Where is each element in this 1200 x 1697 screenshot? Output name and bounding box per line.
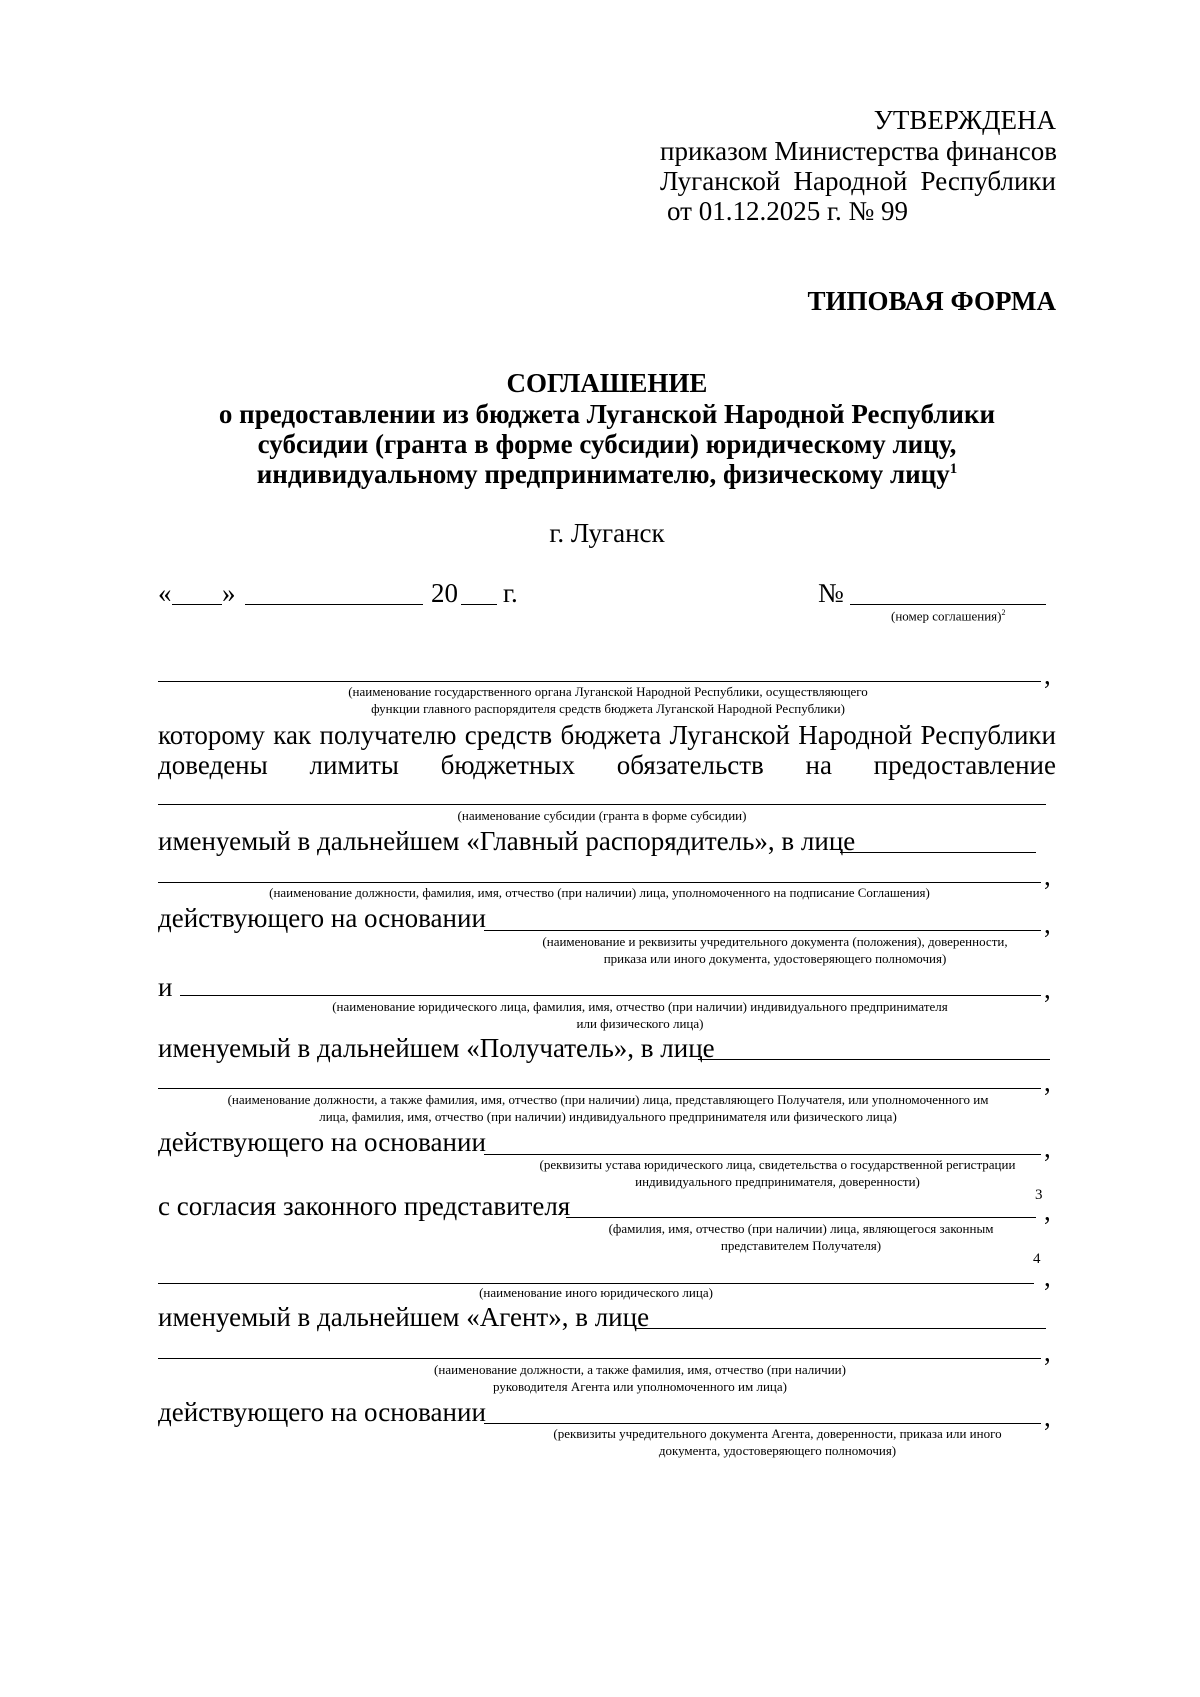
recipient-name-blank (180, 995, 1041, 996)
approval-line-2: Луганской Народной Республики (660, 166, 1056, 196)
word-6: предоставление (873, 750, 1056, 780)
date-open-quote: « (158, 578, 172, 608)
authority-blank (158, 681, 1041, 682)
acting-basis-3-caption-1: (реквизиты учредительного документа Агента, доверенности, приказа или иного (553, 1426, 1002, 1441)
comma: , (1044, 1262, 1051, 1292)
main-manager-text: именуемый в дальнейшем «Главный распорядитель», в лице (158, 826, 856, 856)
comma: , (1044, 909, 1051, 939)
consent-caption-1: (фамилия, имя, отчество (при наличии) лица, являющегося законным (608, 1221, 994, 1236)
authority-caption-2: функции главного распорядителя средств бюджета Луганской Народной Республики) (371, 701, 845, 716)
date-close-quote: » (222, 578, 236, 608)
heading-line-2: о предоставлении из бюджета Луганской Народной Республики (218, 399, 996, 429)
year-suffix: г. (503, 578, 518, 608)
recipient-rep-caption-2: лица, фамилия, имя, отчество (при наличии) индивидуального предпринимателя или физического лица) (319, 1109, 897, 1124)
recipient-rep-caption-1: (наименование должности, а также фамилия, имя, отчество (при наличии) лица, представляющего Получателя, или уполномоченного им (227, 1092, 989, 1107)
acting-basis-3-blank (484, 1423, 1041, 1424)
comma: , (1044, 1196, 1051, 1226)
agent-rep-position-blank (158, 1358, 1041, 1359)
agent-named: именуемый в дальнейшем «Агент», в лице (158, 1302, 650, 1332)
word-3: бюджетных (440, 750, 576, 780)
consent-footnote: 3 (1035, 1187, 1043, 1203)
agent-rep-caption-1: (наименование должности, а также фамилия, имя, отчество (при наличии) (434, 1362, 846, 1377)
agent-rep-caption-2: руководителя Агента или уполномоченного им лица) (493, 1379, 787, 1394)
agreement-number-caption-text: (номер соглашения) (891, 608, 1002, 624)
agreement-number-footnote: 2 (1001, 608, 1006, 617)
recipient-rep-position-blank (158, 1088, 1041, 1089)
approval-line-1: приказом Министерства финансов (660, 136, 1058, 166)
comma: , (1044, 974, 1051, 1004)
city: г. Луганск (549, 518, 665, 548)
word-5: на (805, 750, 832, 780)
acting-basis-2-blank (484, 1154, 1041, 1155)
recipient-named: именуемый в дальнейшем «Получатель», в лице (158, 1033, 715, 1063)
comma: , (1044, 660, 1051, 690)
subsidy-name-blank (158, 804, 1046, 805)
main-manager-position-blank (158, 882, 1041, 883)
year-blank (461, 604, 497, 605)
heading-footnote: 1 (949, 461, 958, 477)
month-blank (245, 604, 423, 605)
consent-text: с согласия законного представителя (158, 1191, 571, 1221)
word-4: обязательств (616, 750, 764, 780)
approval-title: УТВЕРЖДЕНА (873, 105, 1056, 135)
authority-caption-1: (наименование государственного органа Луганской Народной Республики, осуществляющего (348, 684, 868, 699)
consent-caption-2: представителем Получателя) (720, 1238, 882, 1253)
heading-line-3: субсидии (гранта в форме субсидии) юридическому лицу, (257, 429, 957, 459)
recipient-caption-2: или физического лица) (576, 1016, 704, 1031)
acting-basis-3-caption-2: документа, удостоверяющего полномочия) (658, 1443, 897, 1458)
acting-basis-3: действующего на основании (158, 1397, 486, 1427)
heading-line-4-text: индивидуальному предпринимателю, физическому лицу (256, 459, 950, 489)
word-1: доведены (158, 750, 268, 780)
and-word: и (158, 972, 173, 1002)
agent-rep-blank (636, 1328, 1046, 1329)
heading-line-4 (0, 459, 1200, 490)
acting-basis-2-caption-2: индивидуального предпринимателя, доверенности) (635, 1174, 920, 1189)
word-2: лимиты (309, 750, 399, 780)
comma: , (1044, 1337, 1051, 1367)
year-prefix: 20 (431, 578, 458, 608)
agreement-number-caption (891, 608, 1006, 624)
subsidy-caption: (наименование субсидии (гранта в форме субсидии) (457, 808, 747, 823)
main-manager-caption: (наименование должности, фамилия, имя, отчество (при наличии) лица, уполномоченного на подписание Соглашения) (269, 885, 930, 900)
day-blank (172, 604, 222, 605)
approval-line-3: от 01.12.2025 г. № 99 (667, 196, 908, 226)
heading-title: СОГЛАШЕНИЕ (506, 368, 708, 398)
number-sign: № (818, 578, 844, 608)
acting-basis-1-caption-2: приказа или иного документа, удостоверяющего полномочия) (603, 951, 947, 966)
other-entity-blank (158, 1283, 1034, 1284)
other-entity-footnote: 4 (1033, 1251, 1041, 1267)
recipient-rep-blank (698, 1059, 1050, 1060)
main-manager-rep-blank (840, 852, 1036, 853)
recipient-text-2 (158, 750, 1056, 781)
agreement-number-blank (850, 604, 1046, 605)
recipient-caption-1: (наименование юридического лица, фамилия, имя, отчество (при наличии) индивидуального предпринимателя (332, 999, 948, 1014)
comma: , (1044, 1133, 1051, 1163)
comma: , (1044, 861, 1051, 891)
acting-basis-1-caption-1: (наименование и реквизиты учредительного документа (положения), доверенности, (542, 934, 1008, 949)
acting-basis-2-caption-1: (реквизиты устава юридического лица, свидетельства о государственной регистрации (539, 1157, 1016, 1172)
acting-basis-1-blank (484, 930, 1041, 931)
other-entity-caption: (наименование иного юридического лица) (479, 1285, 713, 1300)
comma: , (1044, 1402, 1051, 1432)
acting-basis-1: действующего на основании (158, 903, 486, 933)
form-type: ТИПОВАЯ ФОРМА (807, 286, 1056, 316)
acting-basis-2: действующего на основании (158, 1127, 486, 1157)
recipient-text-1: которому как получателю средств бюджета Луганской Народной Республики (158, 720, 1056, 750)
legal-representative-blank (566, 1217, 1036, 1218)
comma: , (1044, 1067, 1051, 1097)
